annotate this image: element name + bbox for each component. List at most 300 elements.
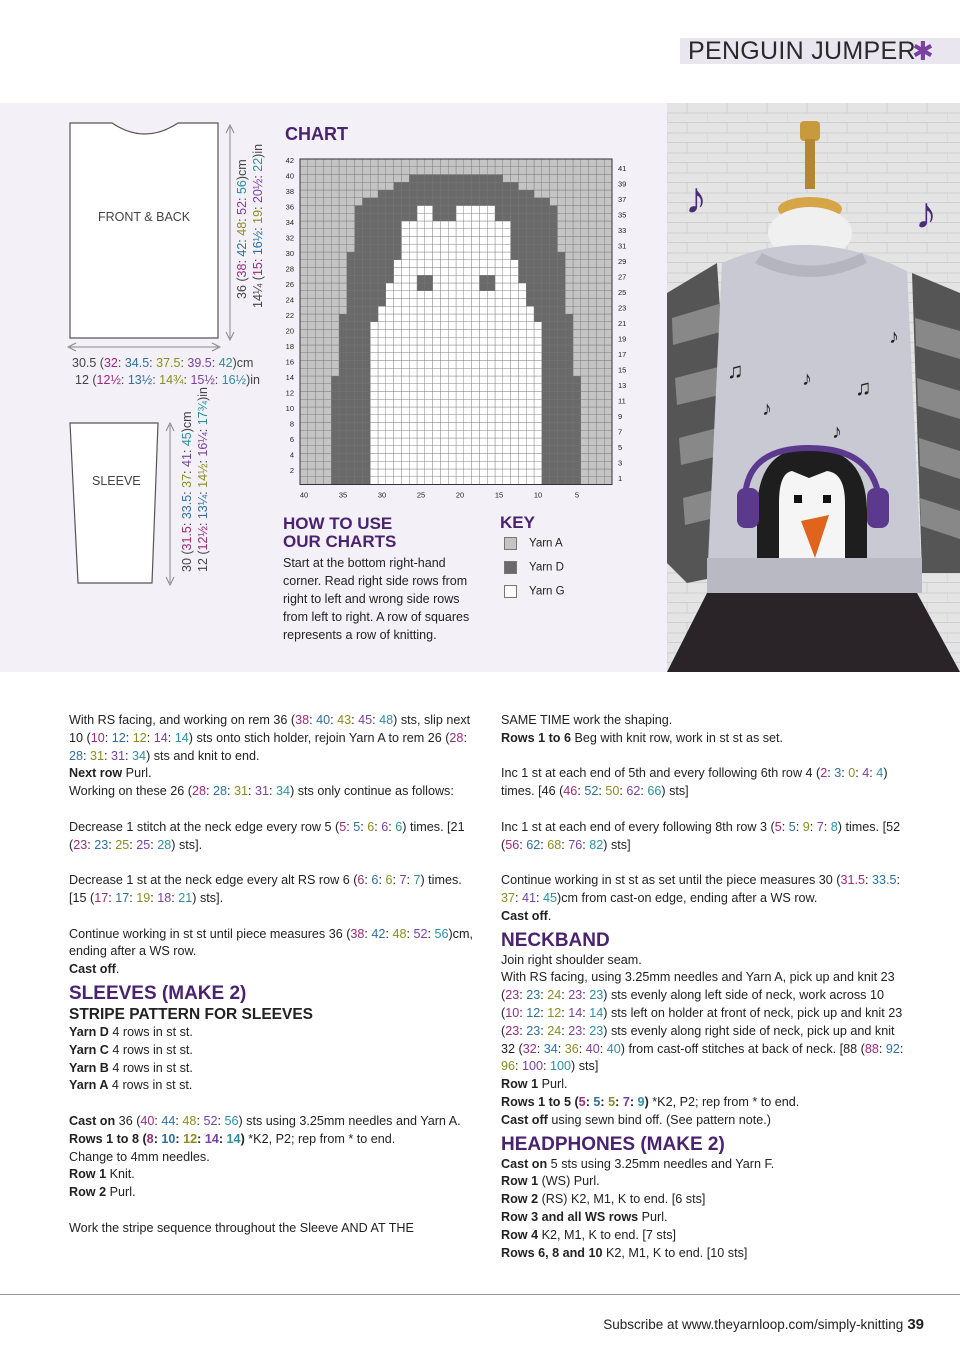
chart-cell bbox=[518, 399, 526, 407]
text-run: : bbox=[346, 819, 354, 834]
chart-cell bbox=[581, 392, 589, 400]
chart-cell bbox=[511, 322, 519, 330]
chart-cell bbox=[526, 159, 534, 167]
chart-cell bbox=[401, 190, 409, 198]
chart-cell bbox=[573, 407, 581, 415]
chart-cell bbox=[394, 353, 402, 361]
chart-cell bbox=[394, 291, 402, 299]
chart-cell bbox=[456, 221, 464, 229]
chart-cell bbox=[316, 430, 324, 438]
chart-cell bbox=[339, 330, 347, 338]
chart-cell bbox=[448, 252, 456, 260]
chart-tick-label: 9 bbox=[618, 411, 623, 421]
chart-cell bbox=[487, 322, 495, 330]
chart-cell bbox=[425, 299, 433, 307]
chart-cell bbox=[573, 337, 581, 345]
chart-cell bbox=[503, 322, 511, 330]
instruction-paragraph bbox=[501, 1227, 909, 1245]
chart-cell bbox=[409, 206, 417, 214]
instruction-paragraph bbox=[69, 1149, 477, 1167]
text-run: : bbox=[561, 837, 569, 852]
instruction-paragraph bbox=[501, 1209, 909, 1227]
chart-cell bbox=[362, 314, 370, 322]
text-run: 100 bbox=[522, 1059, 544, 1074]
text-run: : bbox=[153, 1131, 162, 1146]
chart-cell bbox=[409, 291, 417, 299]
chart-cell bbox=[542, 353, 550, 361]
chart-cell bbox=[479, 198, 487, 206]
chart-cell bbox=[464, 446, 472, 454]
text-run: ) sts using 3.25mm needles and Yarn A. bbox=[238, 1113, 461, 1128]
chart-cell bbox=[323, 469, 331, 477]
chart-cell bbox=[565, 237, 573, 245]
chart-cell bbox=[300, 415, 308, 423]
chart-cell bbox=[308, 306, 316, 314]
page-title: PENGUIN JUMPER bbox=[688, 37, 916, 65]
chart-cell bbox=[472, 415, 480, 423]
chart-tick-label: 17 bbox=[618, 349, 627, 359]
chart-cell bbox=[323, 430, 331, 438]
text-run: 4 rows in st st. bbox=[108, 1024, 193, 1039]
chart-cell bbox=[534, 454, 542, 462]
chart-cell bbox=[581, 376, 589, 384]
text-run: : bbox=[809, 819, 817, 834]
chart-cell bbox=[370, 384, 378, 392]
chart-cell bbox=[433, 399, 441, 407]
chart-cell bbox=[300, 213, 308, 221]
chart-cell bbox=[394, 221, 402, 229]
text-run: : bbox=[129, 890, 137, 905]
chart-cell bbox=[573, 221, 581, 229]
chart-cell bbox=[355, 221, 363, 229]
chart-cell bbox=[550, 345, 558, 353]
chart-cell bbox=[518, 283, 526, 291]
text-run: 40 bbox=[140, 1113, 155, 1128]
chart-cell bbox=[425, 175, 433, 183]
chart-cell bbox=[323, 221, 331, 229]
chart-cell bbox=[401, 337, 409, 345]
chart-cell bbox=[456, 368, 464, 376]
text-run: 12 bbox=[132, 730, 147, 745]
chart-cell bbox=[487, 477, 495, 485]
chart-cell bbox=[448, 330, 456, 338]
chart-cell bbox=[394, 330, 402, 338]
chart-cell bbox=[581, 415, 589, 423]
chart-cell bbox=[542, 399, 550, 407]
text-run: 6 bbox=[395, 819, 403, 834]
chart-cell bbox=[526, 392, 534, 400]
chart-cell bbox=[503, 221, 511, 229]
chart-cell bbox=[479, 322, 487, 330]
chart-cell bbox=[394, 252, 402, 260]
chart-cell bbox=[526, 368, 534, 376]
chart-cell bbox=[487, 299, 495, 307]
measurement-part: 30.5 ( bbox=[72, 356, 104, 370]
measurement-part: : bbox=[120, 373, 128, 387]
chart-cell bbox=[565, 182, 573, 190]
measurement-part: : bbox=[152, 373, 160, 387]
chart-cell bbox=[456, 430, 464, 438]
chart-cell bbox=[456, 275, 464, 283]
chart-cell bbox=[417, 384, 425, 392]
chart-cell bbox=[347, 361, 355, 369]
section-heading: HEADPHONES (MAKE 2) bbox=[501, 1133, 725, 1155]
chart-cell bbox=[565, 461, 573, 469]
chart-cell bbox=[433, 446, 441, 454]
chart-cell bbox=[433, 477, 441, 485]
chart-cell bbox=[596, 407, 604, 415]
chart-cell bbox=[331, 159, 339, 167]
chart-cell bbox=[604, 213, 612, 221]
diagram-panel bbox=[0, 103, 667, 672]
chart-cell bbox=[604, 229, 612, 237]
chart-cell bbox=[323, 306, 331, 314]
chart-cell bbox=[409, 159, 417, 167]
text-run: 92 bbox=[885, 1041, 900, 1056]
chart-cell bbox=[495, 330, 503, 338]
chart-tick-label: 42 bbox=[285, 156, 294, 165]
chart-cell bbox=[425, 244, 433, 252]
chart-cell bbox=[300, 353, 308, 361]
text-run: 45 bbox=[358, 713, 373, 727]
chart-cell bbox=[378, 159, 386, 167]
chart-cell bbox=[503, 399, 511, 407]
chart-cell bbox=[518, 446, 526, 454]
chart-cell bbox=[448, 260, 456, 268]
chart-cell bbox=[370, 237, 378, 245]
howto-title-line1: HOW TO USE bbox=[283, 514, 393, 533]
chart-cell bbox=[472, 461, 480, 469]
chart-cell bbox=[401, 283, 409, 291]
chart-cell bbox=[464, 283, 472, 291]
chart-cell bbox=[370, 454, 378, 462]
chart-cell bbox=[472, 345, 480, 353]
chart-cell bbox=[495, 314, 503, 322]
chart-cell bbox=[557, 461, 565, 469]
chart-cell bbox=[347, 454, 355, 462]
chart-cell bbox=[394, 229, 402, 237]
chart-cell bbox=[550, 438, 558, 446]
chart-cell bbox=[534, 322, 542, 330]
chart-cell bbox=[589, 275, 597, 283]
chart-cell bbox=[487, 175, 495, 183]
chart-cell bbox=[573, 384, 581, 392]
instruction-paragraph bbox=[69, 926, 477, 962]
text-run: Purl. bbox=[106, 1185, 136, 1200]
chart-cell bbox=[487, 229, 495, 237]
chart-cell bbox=[565, 252, 573, 260]
chart-cell bbox=[550, 182, 558, 190]
music-note-icon: ♪ bbox=[685, 174, 707, 223]
chart-tick-label: 5 bbox=[574, 490, 580, 500]
chart-cell bbox=[557, 283, 565, 291]
chart-cell bbox=[596, 237, 604, 245]
chart-cell bbox=[409, 229, 417, 237]
chart-cell bbox=[526, 283, 534, 291]
chart-cell bbox=[526, 469, 534, 477]
chart-cell bbox=[534, 229, 542, 237]
chart-cell bbox=[355, 384, 363, 392]
chart-cell bbox=[417, 446, 425, 454]
chart-cell bbox=[464, 306, 472, 314]
measurement-part: : bbox=[117, 356, 125, 370]
chart-cell bbox=[440, 252, 448, 260]
chart-cell bbox=[386, 446, 394, 454]
chart-cell bbox=[300, 454, 308, 462]
chart-cell bbox=[425, 213, 433, 221]
chart-cell bbox=[401, 330, 409, 338]
chart-cell bbox=[604, 299, 612, 307]
chart-cell bbox=[440, 345, 448, 353]
text-run: : bbox=[561, 1005, 569, 1020]
chart-cell bbox=[596, 368, 604, 376]
chart-cell bbox=[503, 461, 511, 469]
text-run: With RS facing, and working on rem 36 ( bbox=[69, 713, 296, 727]
chart-cell bbox=[355, 392, 363, 400]
measurement-part: : bbox=[251, 223, 265, 231]
chart-tick-label: 23 bbox=[618, 303, 627, 313]
chart-cell bbox=[487, 206, 495, 214]
chart-cell bbox=[479, 337, 487, 345]
chart-cell bbox=[487, 368, 495, 376]
text-run: Row 1 bbox=[501, 1174, 539, 1189]
chart-cell bbox=[472, 337, 480, 345]
chart-cell bbox=[557, 337, 565, 345]
text-run: 31 bbox=[255, 784, 270, 799]
chart-cell bbox=[339, 198, 347, 206]
chart-cell bbox=[386, 291, 394, 299]
chart-cell bbox=[347, 291, 355, 299]
chart-cell bbox=[479, 469, 487, 477]
chart-cell bbox=[534, 345, 542, 353]
measurement-part: : bbox=[196, 456, 210, 464]
chart-cell bbox=[511, 244, 519, 252]
chart-cell bbox=[464, 159, 472, 167]
chart-cell bbox=[417, 399, 425, 407]
chart-cell bbox=[589, 438, 597, 446]
text-run: . bbox=[115, 962, 120, 977]
chart-cell bbox=[557, 353, 565, 361]
chart-cell bbox=[581, 368, 589, 376]
chart-cell bbox=[355, 345, 363, 353]
chart-cell bbox=[550, 252, 558, 260]
chart-cell bbox=[362, 299, 370, 307]
chart-cell bbox=[433, 283, 441, 291]
chart-cell bbox=[448, 407, 456, 415]
chart-cell bbox=[526, 275, 534, 283]
chart-cell bbox=[604, 244, 612, 252]
chart-cell bbox=[503, 469, 511, 477]
chart-cell bbox=[331, 268, 339, 276]
chart-cell bbox=[440, 182, 448, 190]
chart-cell bbox=[370, 376, 378, 384]
chart-cell bbox=[596, 314, 604, 322]
chart-cell bbox=[409, 438, 417, 446]
chart-cell bbox=[511, 206, 519, 214]
chart-cell bbox=[386, 275, 394, 283]
chart-cell bbox=[347, 206, 355, 214]
chart-cell bbox=[417, 198, 425, 206]
chart-cell bbox=[417, 283, 425, 291]
chart-cell bbox=[308, 337, 316, 345]
chart-cell bbox=[433, 353, 441, 361]
chart-cell bbox=[581, 268, 589, 276]
music-note-icon: ♪ bbox=[762, 398, 772, 420]
chart-cell bbox=[362, 353, 370, 361]
text-run: : bbox=[582, 1023, 590, 1038]
chart-cell bbox=[456, 399, 464, 407]
text-run: 31.5 bbox=[840, 873, 866, 888]
chart-cell bbox=[417, 213, 425, 221]
chart-cell bbox=[300, 430, 308, 438]
chart-cell bbox=[464, 229, 472, 237]
chart-cell bbox=[495, 275, 503, 283]
chart-cell bbox=[472, 446, 480, 454]
chart-cell bbox=[378, 407, 386, 415]
chart-cell bbox=[479, 461, 487, 469]
chart-cell bbox=[589, 206, 597, 214]
chart-cell bbox=[526, 330, 534, 338]
chart-cell bbox=[456, 461, 464, 469]
chart-cell bbox=[300, 461, 308, 469]
text-run: Row 1 bbox=[69, 1167, 107, 1182]
chart-cell bbox=[448, 392, 456, 400]
chart-cell bbox=[323, 461, 331, 469]
text-run: Row 3 and all WS rows bbox=[501, 1209, 639, 1224]
text-run: 56 bbox=[434, 926, 449, 941]
chart-cell bbox=[339, 454, 347, 462]
key-label: Yarn G bbox=[529, 585, 565, 598]
text-run: 14 bbox=[226, 1131, 241, 1146]
chart-cell bbox=[479, 260, 487, 268]
chart-cell bbox=[596, 221, 604, 229]
chart-tick-label: 26 bbox=[285, 280, 294, 289]
chart-cell bbox=[573, 376, 581, 384]
chart-cell bbox=[526, 423, 534, 431]
chart-cell bbox=[487, 260, 495, 268]
chart-cell bbox=[550, 337, 558, 345]
chart-cell bbox=[386, 438, 394, 446]
text-run: 2 bbox=[820, 766, 828, 781]
chart-cell bbox=[300, 384, 308, 392]
measurement-part: : bbox=[196, 425, 210, 433]
chart-cell bbox=[534, 291, 542, 299]
chart-cell bbox=[362, 167, 370, 175]
text-run: : bbox=[540, 988, 548, 1003]
chart-cell bbox=[417, 314, 425, 322]
chart-cell bbox=[339, 159, 347, 167]
chart-cell bbox=[440, 244, 448, 252]
left-column bbox=[69, 712, 477, 1238]
chart-cell bbox=[479, 159, 487, 167]
chart-cell bbox=[511, 175, 519, 183]
chart-cell bbox=[604, 446, 612, 454]
chart-cell bbox=[464, 368, 472, 376]
chart-cell bbox=[487, 469, 495, 477]
instruction-paragraph bbox=[501, 1112, 909, 1130]
chart-cell bbox=[394, 190, 402, 198]
chart-cell bbox=[323, 337, 331, 345]
chart-cell bbox=[573, 260, 581, 268]
chart-cell bbox=[448, 206, 456, 214]
chart-cell bbox=[316, 221, 324, 229]
chart-cell bbox=[448, 244, 456, 252]
chart-cell bbox=[487, 275, 495, 283]
text-run: : bbox=[146, 730, 154, 745]
chart-cell bbox=[409, 407, 417, 415]
chart-cell bbox=[511, 446, 519, 454]
chart-cell bbox=[596, 167, 604, 175]
chart-cell bbox=[355, 446, 363, 454]
chart-cell bbox=[425, 407, 433, 415]
chart-cell bbox=[401, 477, 409, 485]
chart-cell bbox=[448, 446, 456, 454]
chart-cell bbox=[503, 182, 511, 190]
text-run: : bbox=[841, 766, 849, 781]
chart-cell bbox=[316, 438, 324, 446]
chart-cell bbox=[316, 283, 324, 291]
howto-text: Start at the bottom right-hand corner. Read right side rows from right to left and wrong side rows from left to right. A row of squares represents a row of knitting. bbox=[283, 556, 470, 642]
chart-cell bbox=[331, 167, 339, 175]
chart-cell bbox=[417, 159, 425, 167]
chart-cell bbox=[378, 268, 386, 276]
measurement-part: 36 ( bbox=[235, 277, 249, 299]
music-note-icon: ♪ bbox=[915, 189, 937, 238]
chart-cell bbox=[604, 291, 612, 299]
chart-cell bbox=[440, 322, 448, 330]
chart-cell bbox=[386, 268, 394, 276]
instruction-paragraph bbox=[69, 1042, 477, 1060]
chart-cell bbox=[401, 291, 409, 299]
chart-cell bbox=[487, 306, 495, 314]
chart-cell bbox=[550, 384, 558, 392]
chart-cell bbox=[573, 299, 581, 307]
chart-cell bbox=[386, 384, 394, 392]
chart-cell bbox=[581, 337, 589, 345]
chart-cell bbox=[394, 283, 402, 291]
chart-cell bbox=[370, 337, 378, 345]
text-run: : bbox=[519, 1005, 527, 1020]
key-label: Yarn D bbox=[529, 561, 564, 574]
text-run: ) sts] bbox=[571, 1059, 599, 1074]
chart-cell bbox=[386, 175, 394, 183]
chart-cell bbox=[323, 322, 331, 330]
chart-cell bbox=[425, 182, 433, 190]
chart-cell bbox=[339, 182, 347, 190]
chart-cell bbox=[409, 477, 417, 485]
chart-cell bbox=[440, 399, 448, 407]
chart-cell bbox=[487, 438, 495, 446]
chart-cell bbox=[511, 384, 519, 392]
chart-cell bbox=[417, 229, 425, 237]
chart-cell bbox=[316, 229, 324, 237]
chart-tick-label: 8 bbox=[289, 419, 294, 429]
chart-cell bbox=[503, 175, 511, 183]
chart-cell bbox=[355, 206, 363, 214]
chart-cell bbox=[542, 221, 550, 229]
chart-cell bbox=[347, 182, 355, 190]
chart-cell bbox=[495, 407, 503, 415]
chart-cell bbox=[440, 237, 448, 245]
chart-cell bbox=[589, 415, 597, 423]
chart-cell bbox=[401, 345, 409, 353]
chart-cell bbox=[565, 268, 573, 276]
chart-cell bbox=[362, 306, 370, 314]
chart-cell bbox=[339, 361, 347, 369]
chart-cell bbox=[487, 376, 495, 384]
chart-cell bbox=[308, 190, 316, 198]
chart-cell bbox=[386, 461, 394, 469]
